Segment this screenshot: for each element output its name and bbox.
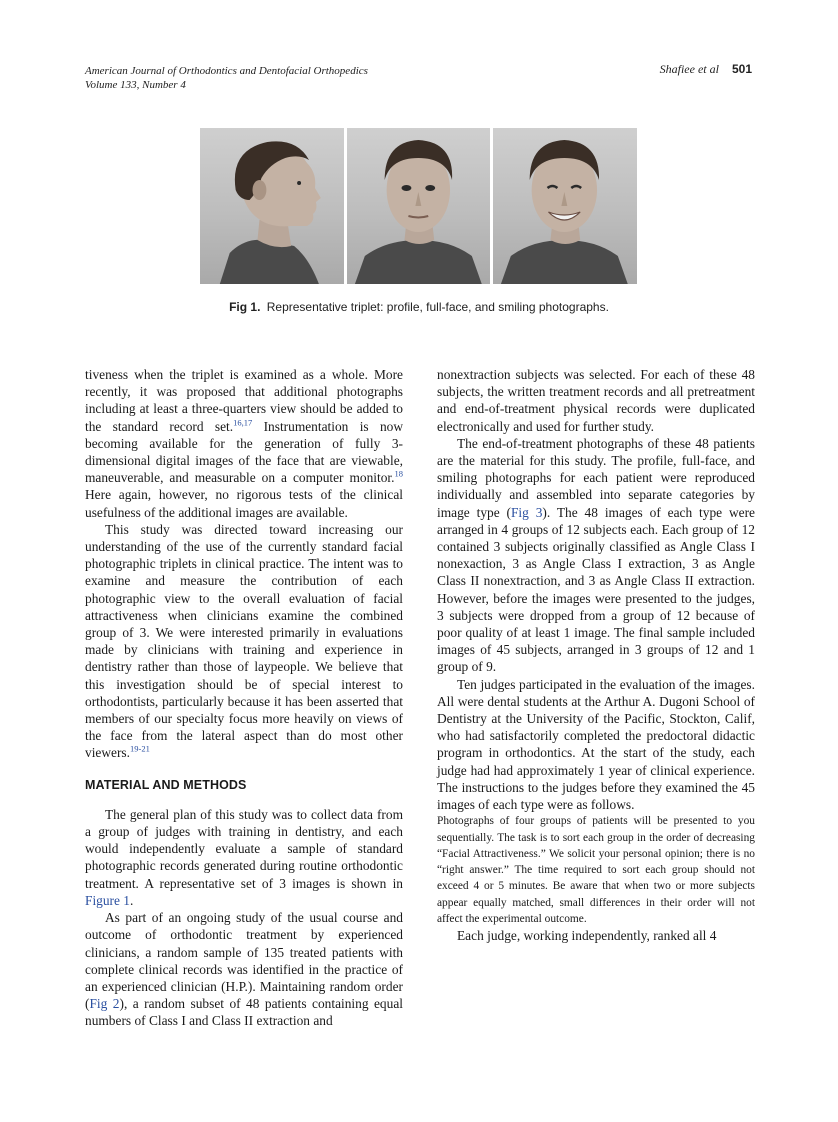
text-run: tiveness when the triplet is examined as a whole. More recently, it was proposed that additional photographs including at least a three-quarters view should be added to the standard record set. [85, 367, 403, 434]
text-run: This study was directed toward increasing our understanding of the use of the currently standard facial photographic triplets in clinical practice. The intent was to examine and measure the contribution of each photographic view to the overall evaluation of facial attractiveness when clinicians examine the combined group of 3. We were interested primarily in evaluations made by clinicians with training and experience in dentistry rather than those of laypeople. We believe that this investigation should be of special interest to orthodontists, particularly because it has been asserted that members of our specialty focus more heavily on views of the face from the lateral aspect than do most other viewers. [85, 521, 403, 761]
header-authors: Shafiee et al [659, 62, 719, 76]
text-run: . [130, 892, 134, 908]
journal-volume: Volume 133, Number 4 [85, 79, 186, 91]
text-run: ), a random subset of 48 patients containing equal numbers of Class I and Class II extraction and [85, 996, 403, 1029]
text-run: Instrumentation is now becoming available for the generation of fully 3-dimensional digital images of the face that are viewable, maneuverable, and measurable on a computer monitor. [85, 418, 404, 486]
paragraph: nonextraction subjects was selected. For each of these 48 subjects, the written treatment records and all pretreatment and end-of-treatment physical records were duplicated electronically and used for further study. [437, 367, 755, 434]
figure-link[interactable]: Fig 3 [510, 504, 543, 520]
text-run: ). The 48 images of each type were arranged in 4 groups of 12 subjects each. Each group of 12 contained 3 subjects originally classified as Angle Class I nonexaction, 3 as Angle Class I extraction, 3 as Angle Class II nonextraction, and 3 as Angle Class II extraction. However, before the images were presented to the judges, 3 subjects were dropped from a group of 12 because of poor quality of at least 1 image. The final sample included images of 45 subjects, arranged in 3 groups of 12 and 1 group of 9. [437, 504, 755, 675]
paragraph [85, 521, 403, 762]
figure-1-photo-triplet [200, 128, 637, 284]
profile-photo [200, 128, 344, 284]
text-run: Here again, however, no rigorous tests of the clinical usefulness of the additional images are available. [85, 487, 403, 520]
figure-label: Fig 1. [229, 300, 261, 314]
full-face-photo [347, 128, 491, 284]
running-header-page [660, 62, 752, 77]
right-column [437, 366, 755, 945]
figure-link[interactable]: Fig 2 [89, 996, 120, 1012]
figure-caption [0, 300, 838, 314]
section-heading: MATERIAL AND METHODS [85, 777, 247, 792]
paragraph: Each judge, working independently, ranked all 4 [457, 928, 717, 944]
paragraph [85, 366, 403, 521]
smiling-photo [493, 128, 637, 284]
figure-caption-text: Representative triplet: profile, full-face, and smiling photographs. [266, 300, 609, 314]
page-number: 501 [731, 62, 752, 76]
paragraph: Ten judges participated in the evaluation of the images. All were dental students at the Arthur A. Dugoni School of Dentistry at the University of the Pacific, Stockton, Calif, who had satisfactorily completed the predoctoral didactic program in orthodontics. At the start of the study, each judge had had approximately 1 year of clinical experience. The instructions to the judges before they examined the 45 images of each type were as follows. [437, 676, 755, 813]
citation-link[interactable]: 18 [394, 468, 403, 479]
text-run: The end-of-treatment photographs of these 48 patients are the material for this study. The profile, full-face, and smiling photographs for each patient were reproduced individually and assembled into separate categories by image type ( [437, 435, 755, 520]
running-header-journal [85, 64, 368, 92]
journal-title: American Journal of Orthodontics and Dentofacial Orthopedics [85, 65, 368, 77]
instructions-quote: Photographs of four groups of patients will be presented to you sequentially. The task is to sort each group in the order of decreasing “Facial Attractiveness.” We solicit your personal opinion; there is no “right answer.” The time required to sort each group should not exceed 4 or 5 minutes. Be aware that when two or more subjects appear equally matched, small differences in their order will not affect the experimental outcome. [437, 815, 755, 926]
text-run: As part of an ongoing study of the usual course and outcome of orthodontic treatment by experienced clinicians, a random sample of 135 treated patients with complete clinical records was identified in the practice of an experienced clinician (H.P.). Maintaining random order ( [85, 910, 403, 1012]
paragraph [437, 435, 755, 676]
text-run: The general plan of this study was to collect data from a group of judges with training in dentistry, and each would independently evaluate a sample of standard photographic records generated during routine orthodontic treatment. A representative set of 3 images is shown in [85, 806, 403, 891]
paragraph [85, 806, 403, 909]
left-column [85, 366, 403, 1030]
citation-link[interactable]: 19-21 [130, 744, 150, 754]
citation-link[interactable]: 16,17 [233, 417, 253, 428]
figure-link[interactable]: Figure 1 [85, 892, 131, 908]
paragraph [85, 909, 403, 1029]
